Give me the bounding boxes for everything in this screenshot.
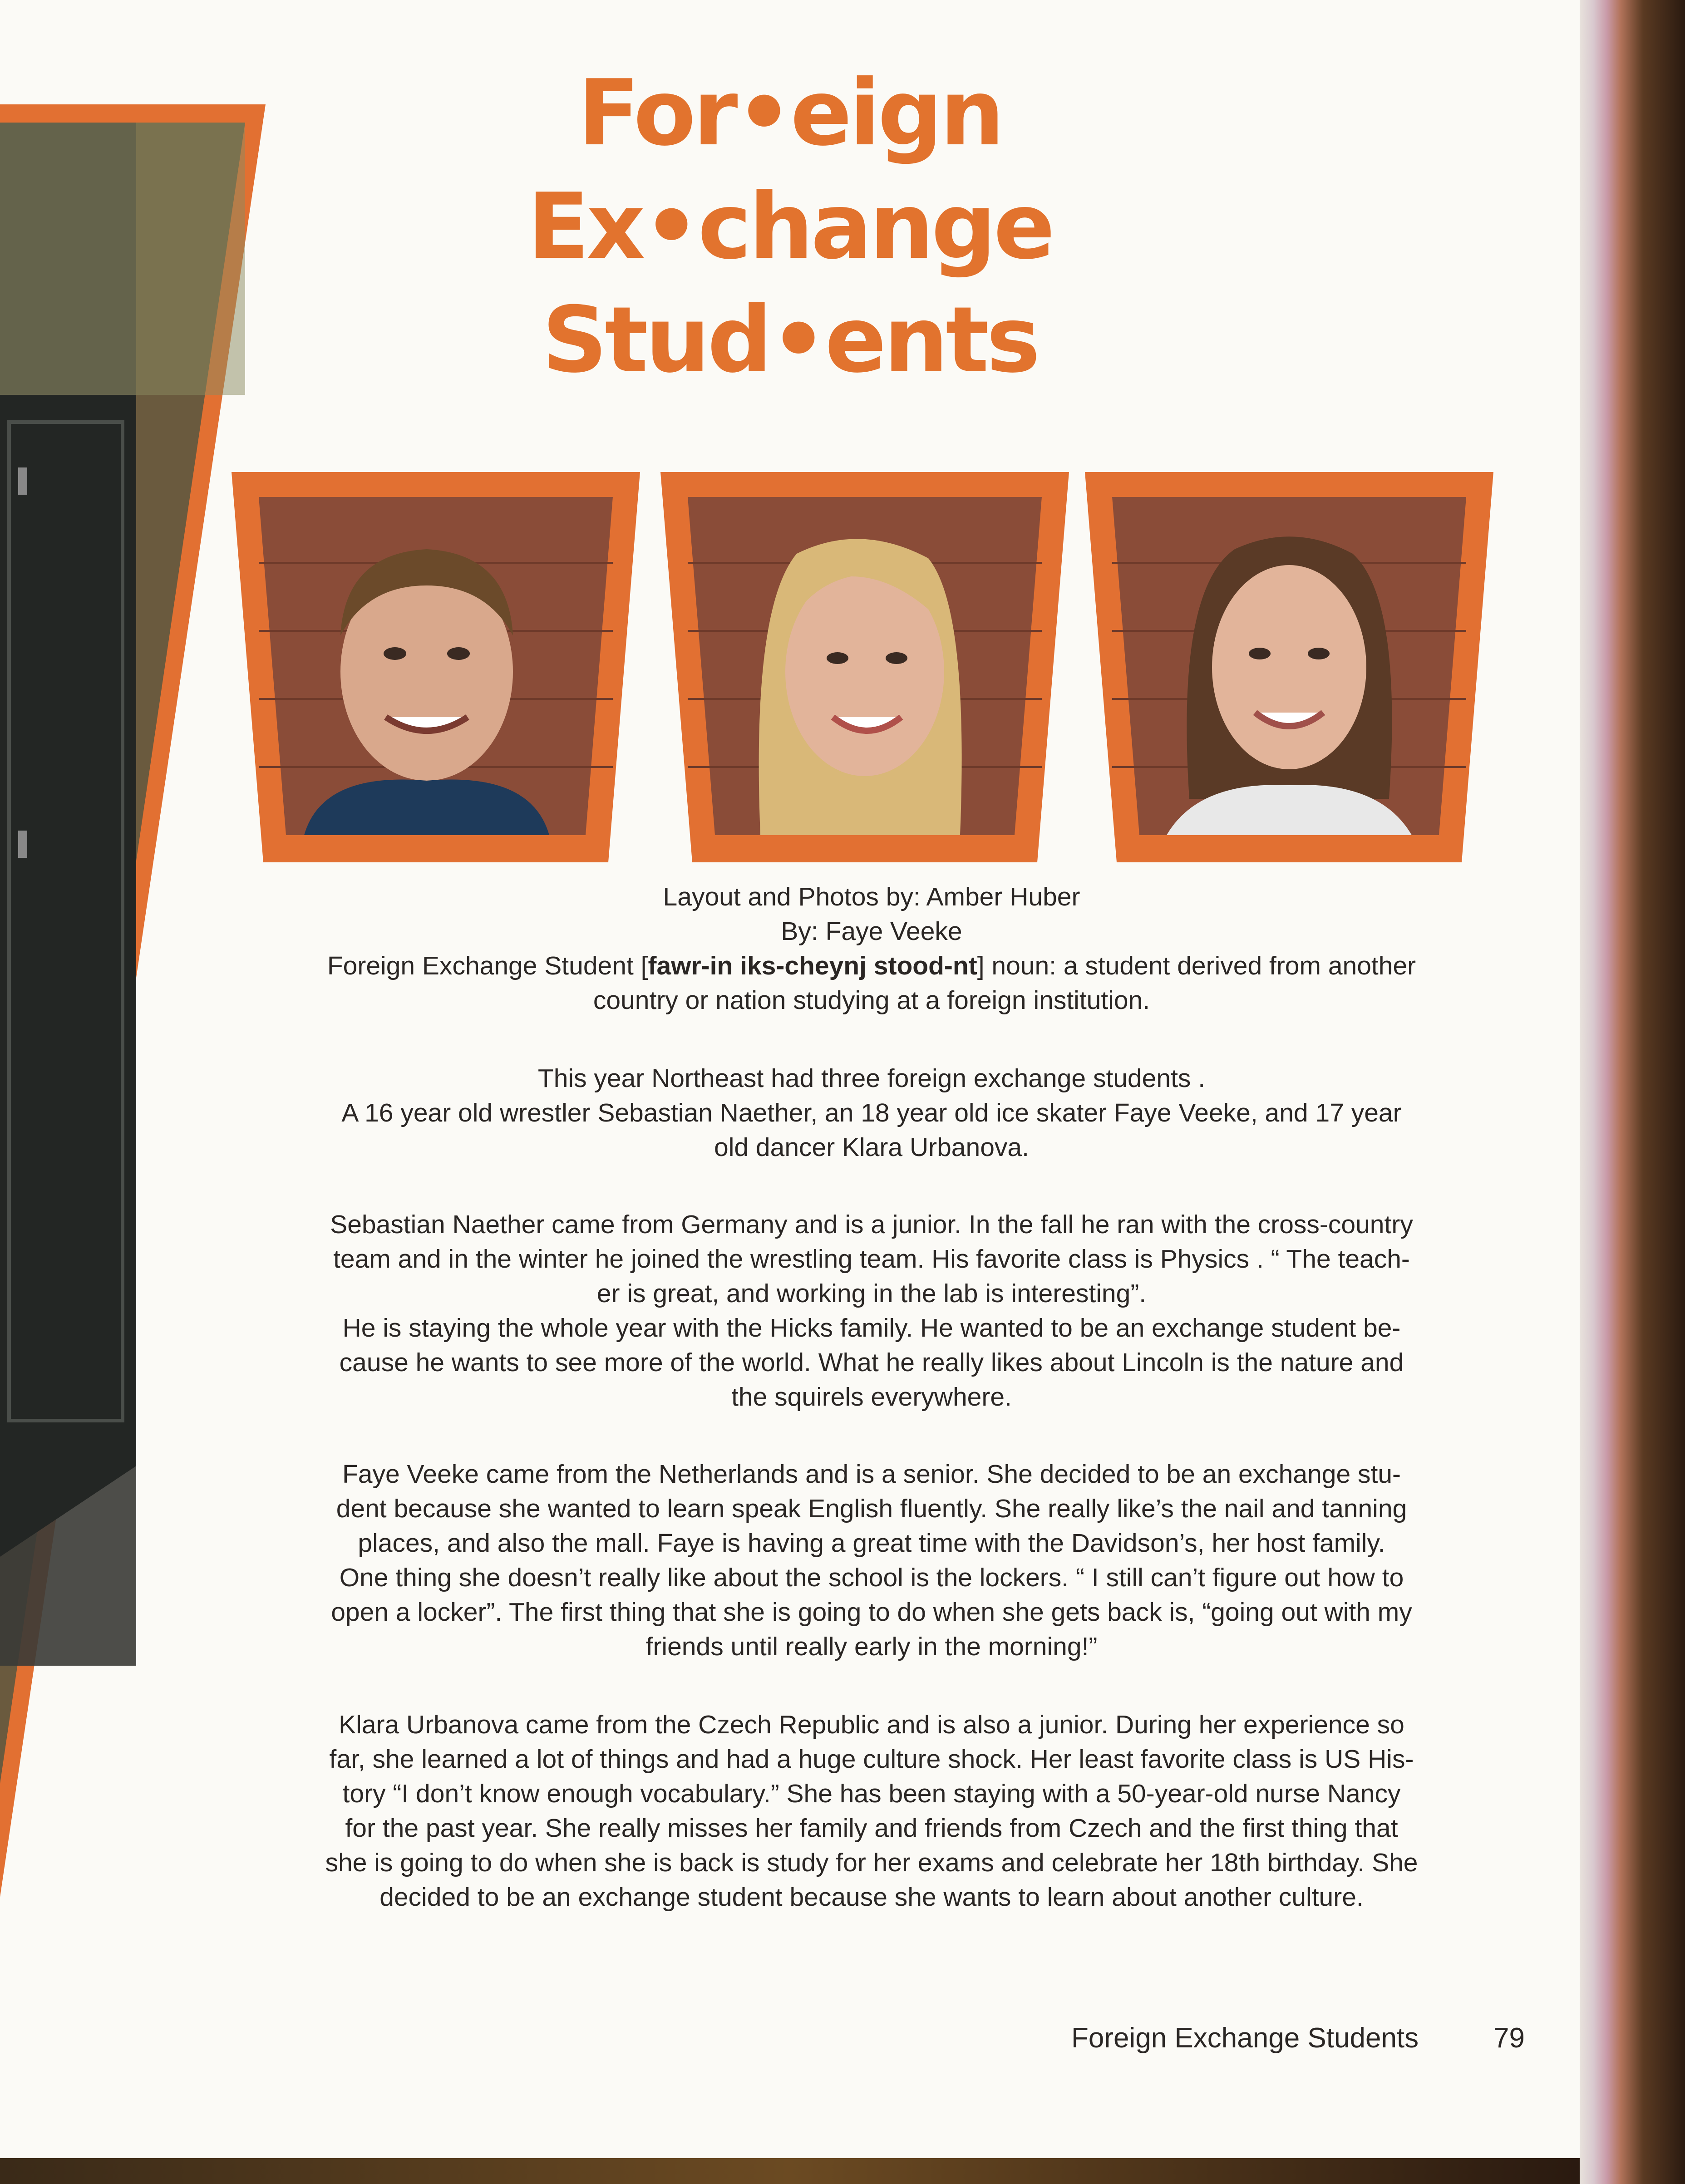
klara-line: Klara Urbanova came from the Czech Republic and is also a junior. During her experience so <box>339 1710 1404 1739</box>
faye-line: Faye Veeke came from the Netherlands and is a senior. She decided to be an exchange stu- <box>342 1460 1401 1489</box>
credit-layout: Layout and Photos by: Amber Huber <box>663 882 1080 911</box>
page-number: 79 <box>1493 2022 1525 2054</box>
definition-term: Foreign Exchange Student [ <box>327 951 648 980</box>
klara-line: tory “I don’t know enough vocabulary.” She has been staying with a 50-year-old nurse Nancy <box>342 1779 1401 1808</box>
definition-pronunciation: fawr-in iks-cheynj stood-nt <box>648 951 977 980</box>
definition-line-1 <box>254 949 1489 983</box>
intro-line: This year Northeast had three foreign exchange students . <box>537 1064 1206 1093</box>
title-line-3: Stud•ents <box>542 287 1038 393</box>
klara-line: for the past year. She really misses her family and friends from Czech and the first thing that <box>345 1814 1398 1843</box>
definition-line-2: country or nation studying at a foreign institution. <box>593 986 1150 1015</box>
intro-line: A 16 year old wrestler Sebastian Naether, an 18 year old ice skater Faye Veeke, and 17 year <box>341 1098 1402 1127</box>
title-line-1: For•eign <box>577 60 1002 166</box>
credit-byline: By: Faye Veeke <box>781 917 962 946</box>
sebastian-line: team and in the winter he joined the wrestling team. His favorite class is Physics . “ The teach- <box>333 1244 1410 1274</box>
definition-rest: ] noun: a student derived from another <box>977 951 1416 980</box>
sebastian-line: Sebastian Naether came from Germany and is a junior. In the fall he ran with the cross-country <box>330 1210 1413 1239</box>
title-line-2: Ex•change <box>527 174 1053 280</box>
sebastian-line: er is great, and working in the lab is interesting”. <box>596 1279 1147 1308</box>
klara-line: far, she learned a lot of things and had a huge culture shock. Her least favorite class is US His- <box>329 1745 1414 1774</box>
sebastian-line: cause he wants to see more of the world. What he really likes about Lincoln is the nature and <box>339 1348 1404 1377</box>
sebastian-line: the squirels everywhere. <box>731 1382 1012 1412</box>
faye-line: places, and also the mall. Faye is having a great time with the Davidson’s, her host family. <box>358 1529 1385 1558</box>
faye-line: friends until really early in the morning!” <box>645 1632 1098 1661</box>
klara-line: decided to be an exchange student because she wants to learn about another culture. <box>379 1883 1364 1912</box>
book-spine-edge <box>1580 0 1685 2184</box>
faye-line: One thing she doesn’t really like about the school is the lockers. “ I still can’t figure out how to <box>339 1563 1404 1592</box>
portrait-sebastian <box>232 472 640 865</box>
klara-line: she is going to do when she is back is study for her exams and celebrate her 18th birthday. She <box>325 1848 1418 1877</box>
portrait-klara <box>1085 472 1493 865</box>
footer-section-title: Foreign Exchange Students <box>1071 2022 1419 2054</box>
bottom-edge <box>0 2158 1580 2184</box>
faye-line: dent because she wanted to learn speak English fluently. She really like’s the nail and tanning <box>336 1494 1407 1523</box>
portrait-faye <box>660 472 1069 865</box>
faye-line: open a locker”. The first thing that she is going to do when she gets back is, “going out with my <box>331 1598 1412 1627</box>
intro-line: old dancer Klara Urbanova. <box>714 1133 1029 1162</box>
sebastian-line: He is staying the whole year with the Hicks family. He wanted to be an exchange student be- <box>342 1313 1401 1343</box>
